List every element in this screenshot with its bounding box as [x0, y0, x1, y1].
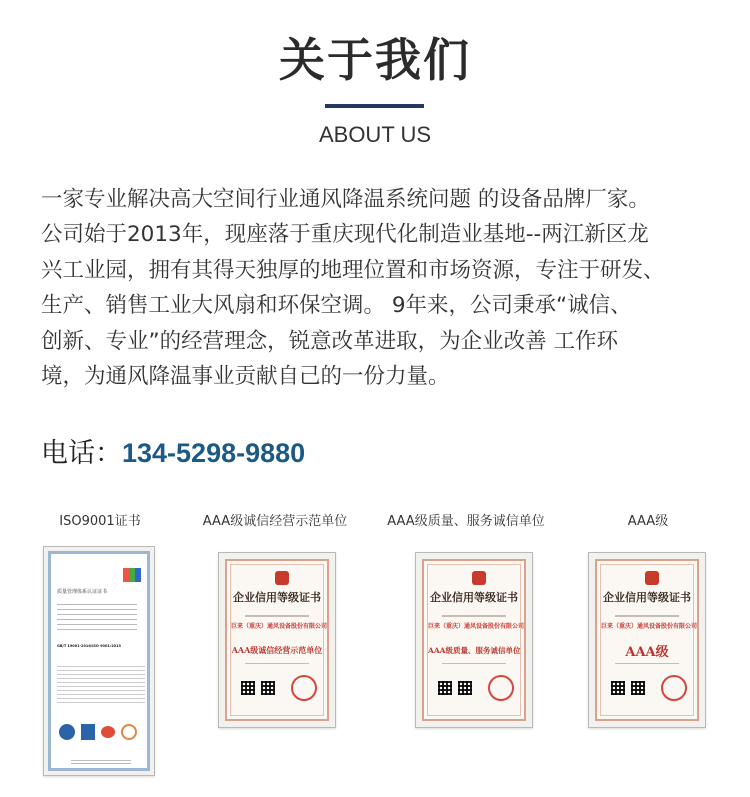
qr-code-icon — [631, 681, 645, 695]
intro-line: 生产、销售工业大风扇和环保空调。 9年来，公司秉承“诚信、 — [41, 293, 632, 319]
text-lines — [71, 760, 131, 766]
certificate-iso9001 — [40, 512, 160, 648]
text-lines — [57, 604, 137, 634]
certificate-heading: 企业信用等级证书 — [233, 591, 321, 604]
certificate-label: ISO9001证书 — [59, 514, 141, 529]
qr-code-icon — [241, 681, 255, 695]
phone-label: 电话： — [41, 438, 122, 469]
certificate-image[interactable] — [588, 552, 706, 728]
qr-code-icon — [611, 681, 625, 695]
certificate-label: AAA级质量、服务诚信单位 — [387, 514, 545, 529]
certificate-label: AAA级诚信经营示范单位 — [202, 514, 348, 529]
intro-line: 一家专业解决高大空间行业通风降温系统问题 的设备品牌厂家。 — [41, 187, 650, 212]
seal-logo — [121, 724, 137, 740]
certificate-company: 巨来（重庆）通风设备股份有限公司 — [601, 623, 698, 630]
certificate-border — [595, 559, 699, 721]
certificate-aaa — [588, 512, 708, 660]
certificate-heading: 质量管理体系认证证书 — [57, 589, 108, 595]
intro-line: 公司始于2013年，现座落于重庆现代化制造业基地--两江新区龙 — [41, 222, 649, 248]
divider — [245, 663, 309, 664]
certificate-award: AAA级诚信经营示范单位 — [231, 645, 323, 655]
check-logo — [101, 726, 115, 738]
qr-code-icon — [261, 681, 275, 695]
divider — [615, 615, 679, 617]
certificate-label: AAA级 — [627, 514, 669, 529]
certificate-border — [422, 559, 526, 721]
certificate-border — [48, 551, 150, 771]
certificate-standard: GB/T 19001-2016/ISO 9001:2015 — [57, 644, 121, 648]
divider — [442, 615, 506, 617]
certificate-heading: 企业信用等级证书 — [603, 591, 691, 604]
certificate-award: AAA级质量、服务诚信单位 — [428, 646, 521, 655]
accreditation-logos — [59, 724, 139, 740]
contact-phone — [41, 433, 305, 474]
certificate-award: AAA级 — [625, 645, 669, 660]
official-seal-icon — [291, 675, 317, 701]
divider — [245, 615, 309, 617]
intro-line: 创新、专业”的经营理念，锐意改革进取，为企业改善 工作环 — [41, 328, 618, 354]
official-seal-icon — [661, 675, 687, 701]
iso-logo — [123, 568, 141, 582]
certificate-aaa-quality-service — [387, 512, 545, 655]
iaf-logo — [59, 724, 75, 740]
text-lines — [57, 666, 145, 706]
emblem-icon — [472, 571, 486, 585]
page-subtitle: ABOUT US — [318, 122, 432, 147]
certificate-company: 巨来（重庆）通风设备股份有限公司 — [428, 623, 525, 630]
certificate-company: 巨来（重庆）通风设备股份有限公司 — [231, 623, 328, 630]
certificate-image[interactable] — [43, 546, 155, 776]
qr-code-icon — [438, 681, 452, 695]
certificate-border — [225, 559, 329, 721]
official-seal-icon — [488, 675, 514, 701]
phone-number[interactable]: 134-5298-9880 — [122, 438, 306, 468]
certificate-aaa-integrity — [202, 512, 348, 655]
emblem-icon — [275, 571, 289, 585]
emblem-icon — [645, 571, 659, 585]
qr-code-icon — [458, 681, 472, 695]
divider — [442, 663, 506, 664]
ias-logo — [81, 724, 95, 740]
certificate-image[interactable] — [415, 552, 533, 728]
intro-line: 兴工业园，拥有其得天独厚的地理位置和市场资源，专注于研发、 — [41, 257, 665, 283]
intro-line: 境，为通风降温事业贡献自己的一份力量。 — [41, 364, 450, 390]
certificate-image[interactable] — [218, 552, 336, 728]
company-intro — [41, 182, 721, 394]
title-underline — [325, 104, 424, 108]
certificate-heading: 企业信用等级证书 — [430, 591, 518, 604]
page-title: 关于我们 — [279, 33, 471, 87]
divider — [615, 663, 679, 664]
